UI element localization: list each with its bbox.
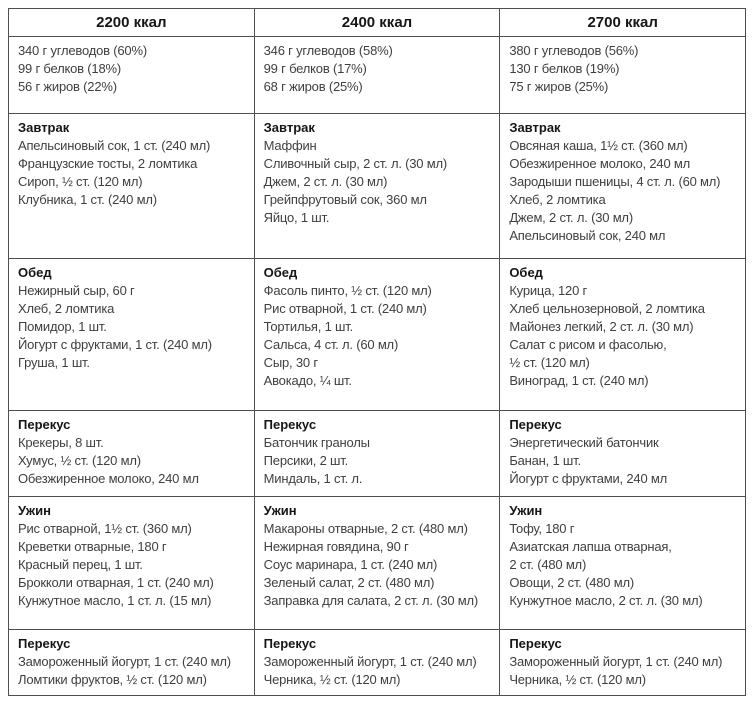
meal-items: [18, 137, 247, 209]
item-line: Рис отварной, 1½ ст. (360 мл): [18, 521, 192, 536]
breakfast-cell-2700: [500, 114, 746, 259]
meal-title: Перекус: [509, 417, 562, 432]
item-line: Йогурт с фруктами, 240 мл: [509, 471, 668, 486]
meal-items: [18, 434, 247, 488]
item-line: Виноград, 1 ст. (240 мл): [509, 373, 649, 388]
item-line: 56 г жиров (22%): [18, 79, 117, 94]
item-line: Рис отварной, 1 ст. (240 мл): [263, 301, 427, 316]
meal-title: Перекус: [263, 636, 317, 651]
column-header-2200: 2200 ккал: [9, 9, 255, 37]
item-line: Овощи, 2 ст. (480 мл): [509, 575, 634, 590]
item-line: Батончик гранолы: [263, 435, 370, 450]
lunch-cell-2700: [500, 259, 746, 411]
item-line: Замороженный йогурт, 1 ст. (240 мл): [263, 654, 477, 669]
meal-title: Ужин: [18, 503, 51, 518]
item-line: Зародыши пшеницы, 4 ст. л. (60 мл): [509, 174, 721, 189]
meal-items: [509, 137, 738, 245]
meal-title: Перекус: [263, 417, 317, 432]
item-line: 2 ст. (480 мл): [509, 557, 587, 572]
item-line: Салат с рисом и фасолью,: [509, 337, 667, 352]
breakfast-cell-2200: [9, 114, 255, 259]
snack2-cell-2400: [254, 630, 500, 696]
item-line: Хлеб, 2 ломтика: [18, 301, 115, 316]
item-line: Соус маринара, 1 ст. (240 мл): [263, 557, 438, 572]
item-line: Банан, 1 шт.: [509, 453, 581, 468]
snack1-cell-2700: [500, 411, 746, 497]
item-line: Хумус, ½ ст. (120 мл): [18, 453, 141, 468]
column-header-2400: 2400 ккал: [254, 9, 500, 37]
item-line: Хлеб цельнозерновой, 2 ломтика: [509, 301, 705, 316]
snack1-cell-2200: [9, 411, 255, 497]
meal-items: [264, 653, 493, 689]
dinner-row: [9, 497, 746, 630]
snack1-row: [9, 411, 746, 497]
snack2-cell-2200: [9, 630, 255, 696]
item-line: Черника, ½ ст. (120 мл): [509, 672, 646, 687]
item-line: Кунжутное масло, 1 ст. л. (15 мл): [18, 593, 212, 608]
meal-title: Завтрак: [509, 120, 561, 135]
item-line: Энергетический батончик: [509, 435, 659, 450]
breakfast-cell-2400: [254, 114, 500, 259]
item-line: 130 г белков (19%): [509, 61, 620, 76]
snack2-row: [9, 630, 746, 696]
table-header-row: [9, 9, 746, 37]
item-line: Хлеб, 2 ломтика: [509, 192, 606, 207]
item-line: Груша, 1 шт.: [18, 355, 90, 370]
item-line: Тортилья, 1 шт.: [263, 319, 353, 334]
item-line: Курица, 120 г: [509, 283, 588, 298]
meal-items: [264, 434, 493, 488]
item-line: Азиатская лапша отварная,: [509, 539, 672, 554]
meal-title: Обед: [509, 265, 543, 280]
item-line: Красный перец, 1 шт.: [18, 557, 143, 572]
item-line: Персики, 2 шт.: [263, 453, 348, 468]
item-line: 99 г белков (17%): [263, 61, 367, 76]
item-line: Крекеры, 8 шт.: [18, 435, 104, 450]
item-line: Кунжутное масло, 2 ст. л. (30 мл): [509, 593, 703, 608]
item-line: 99 г белков (18%): [18, 61, 121, 76]
item-line: Йогурт с фруктами, 1 ст. (240 мл): [18, 337, 212, 352]
meal-title: Обед: [263, 265, 298, 280]
meal-items: [18, 653, 247, 689]
meal-items: [509, 282, 738, 390]
meal-items: [18, 520, 247, 610]
macros-list: [18, 42, 247, 96]
item-line: Майонез легкий, 2 ст. л. (30 мл): [509, 319, 694, 334]
meal-items: [18, 282, 247, 372]
item-line: 340 г углеводов (60%): [18, 43, 147, 58]
dinner-cell-2200: [9, 497, 255, 630]
item-line: Джем, 2 ст. л. (30 мл): [263, 174, 388, 189]
item-line: Сыр, 30 г: [263, 355, 318, 370]
item-line: Обезжиренное молоко, 240 мл: [509, 156, 691, 171]
meal-items: [509, 653, 738, 689]
item-line: Сироп, ½ ст. (120 мл): [18, 174, 143, 189]
item-line: Французские тосты, 2 ломтика: [18, 156, 198, 171]
lunch-row: [9, 259, 746, 411]
lunch-cell-2400: [254, 259, 500, 411]
item-line: Замороженный йогурт, 1 ст. (240 мл): [18, 654, 231, 669]
item-line: Брокколи отварная, 1 ст. (240 мл): [18, 575, 214, 590]
item-line: 68 г жиров (25%): [263, 79, 363, 94]
meal-title: Обед: [18, 265, 52, 280]
meal-items: [509, 520, 738, 610]
item-line: Грейпфрутовый сок, 360 мл: [263, 192, 427, 207]
item-line: Черника, ½ ст. (120 мл): [263, 672, 401, 687]
item-line: Овсяная каша, 1½ ст. (360 мл): [509, 138, 688, 153]
item-line: Фасоль пинто, ½ ст. (120 мл): [263, 283, 432, 298]
snack2-cell-2700: [500, 630, 746, 696]
meal-items: [509, 434, 738, 488]
snack1-cell-2400: [254, 411, 500, 497]
item-line: Яйцо, 1 шт.: [263, 210, 330, 225]
item-line: Замороженный йогурт, 1 ст. (240 мл): [509, 654, 723, 669]
macros-cell-2200: [9, 37, 255, 114]
item-line: Заправка для салата, 2 ст. л. (30 мл): [263, 593, 479, 608]
meal-plan-table: [8, 8, 746, 696]
macros-list: [264, 42, 493, 96]
meal-items: [264, 520, 493, 610]
item-line: Помидор, 1 шт.: [18, 319, 107, 334]
item-line: Клубника, 1 ст. (240 мл): [18, 192, 157, 207]
meal-title: Перекус: [18, 636, 71, 651]
meal-title: Ужин: [263, 503, 297, 518]
item-line: Ломтики фруктов, ½ ст. (120 мл): [18, 672, 207, 687]
item-line: ½ ст. (120 мл): [509, 355, 590, 370]
item-line: Сливочный сыр, 2 ст. л. (30 мл): [263, 156, 448, 171]
item-line: Нежирный сыр, 60 г: [18, 283, 135, 298]
meal-items: [264, 137, 493, 227]
item-line: Миндаль, 1 ст. л.: [263, 471, 363, 486]
item-line: 346 г углеводов (58%): [263, 43, 393, 58]
item-line: Авокадо, ¼ шт.: [263, 373, 352, 388]
meal-title: Завтрак: [263, 120, 315, 135]
meal-title: Завтрак: [18, 120, 70, 135]
item-line: Тофу, 180 г: [509, 521, 575, 536]
item-line: Маффин: [263, 138, 317, 153]
item-line: Джем, 2 ст. л. (30 мл): [509, 210, 633, 225]
macros-list: [509, 42, 738, 96]
item-line: Нежирная говядина, 90 г: [263, 539, 409, 554]
dinner-cell-2400: [254, 497, 500, 630]
lunch-cell-2200: [9, 259, 255, 411]
macros-cell-2400: [254, 37, 500, 114]
item-line: Креветки отварные, 180 г: [18, 539, 167, 554]
item-line: Макароны отварные, 2 ст. (480 мл): [263, 521, 468, 536]
meal-title: Ужин: [509, 503, 543, 518]
item-line: Обезжиренное молоко, 240 мл: [18, 471, 199, 486]
macros-cell-2700: [500, 37, 746, 114]
item-line: Апельсиновый сок, 1 ст. (240 мл): [18, 138, 211, 153]
item-line: Сальса, 4 ст. л. (60 мл): [263, 337, 399, 352]
meal-title: Перекус: [509, 636, 562, 651]
item-line: Зеленый салат, 2 ст. (480 мл): [263, 575, 435, 590]
dinner-cell-2700: [500, 497, 746, 630]
macros-row: [9, 37, 746, 114]
meal-title: Перекус: [18, 417, 71, 432]
meal-items: [264, 282, 493, 390]
breakfast-row: [9, 114, 746, 259]
item-line: 380 г углеводов (56%): [509, 43, 639, 58]
item-line: Апельсиновый сок, 240 мл: [509, 228, 666, 243]
column-header-2700: 2700 ккал: [500, 9, 746, 37]
item-line: 75 г жиров (25%): [509, 79, 609, 94]
